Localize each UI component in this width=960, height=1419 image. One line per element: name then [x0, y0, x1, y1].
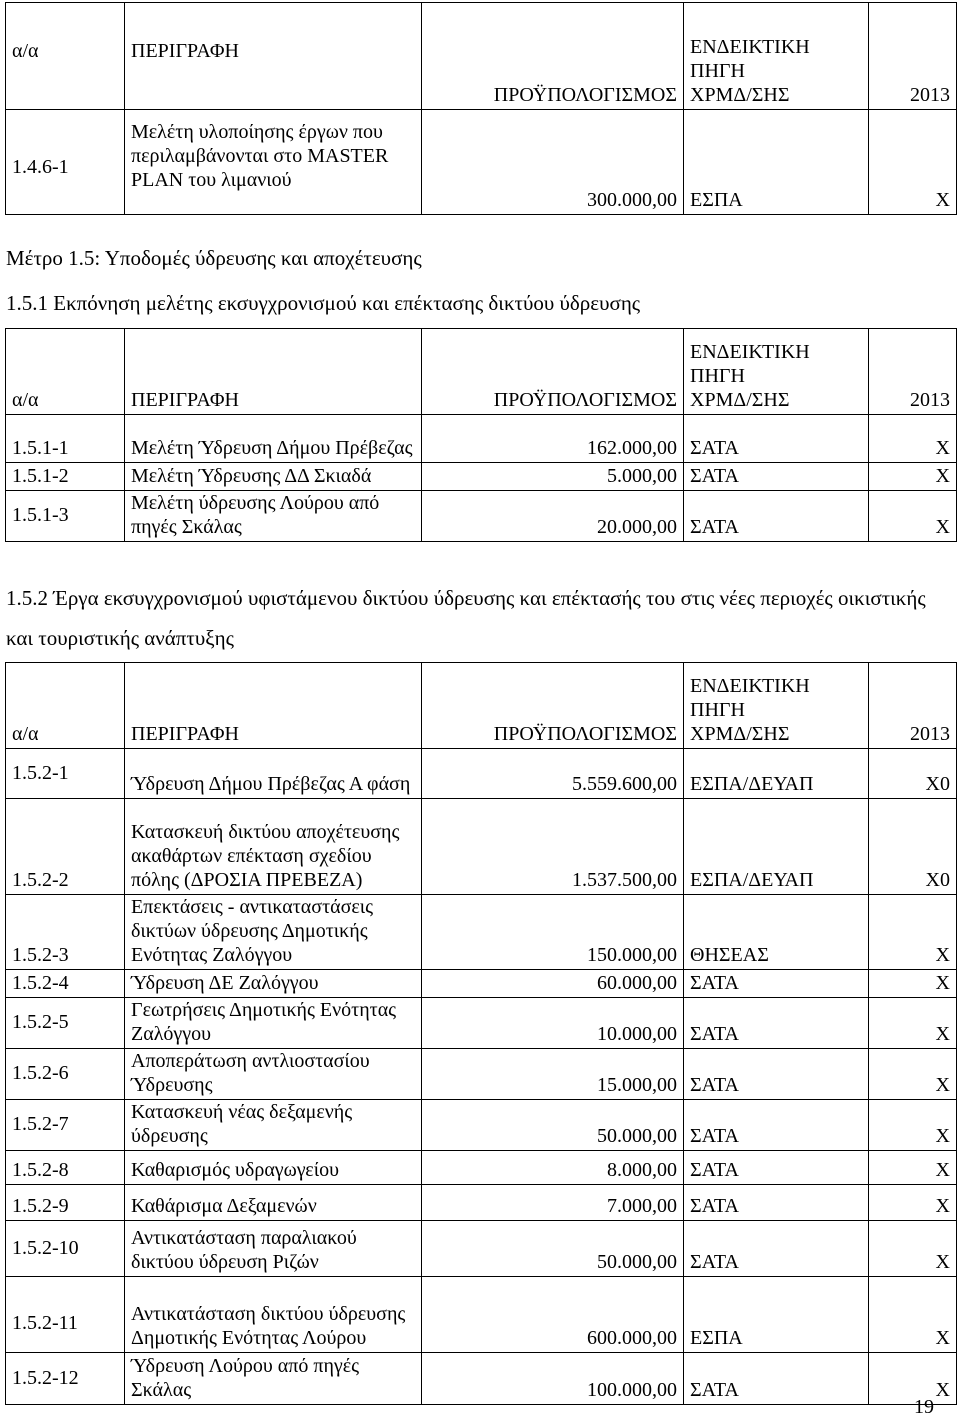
- row-budget: 5.000,00: [422, 463, 684, 491]
- table-row: [6, 1221, 957, 1277]
- row-budget: 8.000,00: [422, 1151, 684, 1185]
- row-source: ΣΑΤΑ: [684, 491, 869, 542]
- row-mark: X: [869, 970, 957, 998]
- section-1-5-2-heading: 1.5.2 Έργα εκσυγχρονισμού υφιστάμενου δικτύου ύδρευσης και επέκτασής του στις νέες περιοχές οικιστικής και τουριστικής ανάπτυξης: [6, 586, 926, 650]
- header-description: ΠΕΡΙΓΡΑΦΗ: [125, 329, 422, 415]
- row-source: ΘΗΣΕΑΣ: [684, 895, 869, 970]
- row-description: Αντικατάσταση παραλιακού δικτύου ύδρευση Ριζών: [125, 1221, 422, 1277]
- header-budget: ΠΡΟΫΠΟΛΟΓΙΣΜΟΣ: [422, 329, 684, 415]
- row-id: 1.5.2-9: [6, 1185, 125, 1221]
- row-mark: X: [869, 1353, 957, 1405]
- row-id: 1.5.2-7: [6, 1100, 125, 1151]
- row-source: ΕΣΠΑ: [684, 1277, 869, 1353]
- row-source: ΣΑΤΑ: [684, 1185, 869, 1221]
- table-row: [6, 1100, 957, 1151]
- table-header-row: [6, 3, 957, 110]
- row-budget: 50.000,00: [422, 1100, 684, 1151]
- header-source-line1: ΕΝΔΕΙΚΤΙΚΗ: [690, 675, 810, 697]
- row-budget: 150.000,00: [422, 895, 684, 970]
- header-aa: α/α: [6, 663, 125, 749]
- row-budget: 10.000,00: [422, 998, 684, 1049]
- row-mark: X: [869, 463, 957, 491]
- header-description: ΠΕΡΙΓΡΑΦΗ: [125, 663, 422, 749]
- row-description: Μελέτη υλοποίησης έργων που περιλαμβάνονται στο MASTER PLAN του λιμανιού: [125, 110, 422, 215]
- header-source-line3: ΧΡΜΔ/ΣΗΣ: [690, 723, 790, 745]
- row-description: Αντικατάσταση δικτύου ύδρευσης Δημοτικής Ενότητας Λούρου: [125, 1277, 422, 1353]
- header-source: [684, 3, 869, 110]
- row-budget: 100.000,00: [422, 1353, 684, 1405]
- row-id: 1.5.2-3: [6, 895, 125, 970]
- row-mark: X: [869, 1049, 957, 1100]
- row-source: ΕΣΠΑ/ΔΕΥΑΠ: [684, 749, 869, 799]
- row-source: ΣΑΤΑ: [684, 1221, 869, 1277]
- table-row: [6, 799, 957, 895]
- header-year: 2013: [869, 663, 957, 749]
- header-budget: ΠΡΟΫΠΟΛΟΓΙΣΜΟΣ: [422, 3, 684, 110]
- row-description: Ύδρευση Δήμου Πρέβεζας Α φάση: [125, 749, 422, 799]
- section-1-5-1-heading: 1.5.1 Εκπόνηση μελέτης εκσυγχρονισμού και επέκτασης δικτύου ύδρευσης: [6, 291, 641, 315]
- row-mark: X: [869, 491, 957, 542]
- table-row: [6, 415, 957, 463]
- row-mark: X: [869, 1100, 957, 1151]
- row-mark: X0: [869, 749, 957, 799]
- row-budget: 162.000,00: [422, 415, 684, 463]
- row-mark: X: [869, 1277, 957, 1353]
- row-budget: 50.000,00: [422, 1221, 684, 1277]
- row-mark: X: [869, 1151, 957, 1185]
- header-aa: α/α: [6, 3, 125, 110]
- row-source: ΣΑΤΑ: [684, 463, 869, 491]
- row-description: Κατασκευή νέας δεξαμενής ύδρευσης: [125, 1100, 422, 1151]
- row-id: 1.5.2-2: [6, 799, 125, 895]
- row-mark: X: [869, 1185, 957, 1221]
- row-budget: 300.000,00: [422, 110, 684, 215]
- row-source: ΣΑΤΑ: [684, 1353, 869, 1405]
- row-source: ΣΑΤΑ: [684, 415, 869, 463]
- row-description: Μελέτη Ύδρευσης ΔΔ Σκιαδά: [125, 463, 422, 491]
- header-year: 2013: [869, 3, 957, 110]
- row-id: 1.5.1-2: [6, 463, 125, 491]
- row-description: Επεκτάσεις - αντικαταστάσεις δικτύων ύδρευσης Δημοτικής Ενότητας Ζαλόγγου: [125, 895, 422, 970]
- row-source: ΣΑΤΑ: [684, 1049, 869, 1100]
- table-1-5-2: [5, 662, 957, 1405]
- header-source: [684, 663, 869, 749]
- row-mark: X: [869, 895, 957, 970]
- page-number: 19: [914, 1396, 934, 1418]
- table-row: [6, 749, 957, 799]
- row-budget: 1.537.500,00: [422, 799, 684, 895]
- header-aa: α/α: [6, 329, 125, 415]
- header-description: ΠΕΡΙΓΡΑΦΗ: [125, 3, 422, 110]
- row-id: 1.5.2-8: [6, 1151, 125, 1185]
- row-source: ΣΑΤΑ: [684, 1100, 869, 1151]
- row-id: 1.4.6-1: [6, 110, 125, 215]
- row-budget: 15.000,00: [422, 1049, 684, 1100]
- row-budget: 600.000,00: [422, 1277, 684, 1353]
- header-source-line1: ΕΝΔΕΙΚΤΙΚΗ: [690, 341, 810, 363]
- table-1-5-1: [5, 328, 957, 542]
- header-source-line3: ΧΡΜΔ/ΣΗΣ: [690, 389, 790, 411]
- table-row: [6, 1185, 957, 1221]
- header-source-line2: ΠΗΓΗ: [690, 365, 745, 387]
- row-mark: X: [869, 998, 957, 1049]
- row-description: Ύδρευση ΔΕ Ζαλόγγου: [125, 970, 422, 998]
- row-mark: X: [869, 1221, 957, 1277]
- row-description: Γεωτρήσεις Δημοτικής Ενότητας Ζαλόγγου: [125, 998, 422, 1049]
- table-row: [6, 895, 957, 970]
- row-source: ΕΣΠΑ: [684, 110, 869, 215]
- table-header-row: [6, 329, 957, 415]
- row-source: ΕΣΠΑ/ΔΕΥΑΠ: [684, 799, 869, 895]
- row-description: Αποπεράτωση αντλιοστασίου Ύδρευσης: [125, 1049, 422, 1100]
- row-description: Μελέτη ύδρευσης Λούρου από πηγές Σκάλας: [125, 491, 422, 542]
- table-row: [6, 998, 957, 1049]
- row-description: Ύδρευση Λούρου από πηγές Σκάλας: [125, 1353, 422, 1405]
- row-description: Κατασκευή δικτύου αποχέτευσης ακαθάρτων επέκταση σχεδίου πόλης (ΔΡΟΣΙΑ ΠΡΕΒΕΖΑ): [125, 799, 422, 895]
- row-id: 1.5.2-6: [6, 1049, 125, 1100]
- row-mark: X: [869, 415, 957, 463]
- header-source: [684, 329, 869, 415]
- table-1-4-6: [5, 2, 957, 215]
- header-budget: ΠΡΟΫΠΟΛΟΓΙΣΜΟΣ: [422, 663, 684, 749]
- row-description: Καθάρισμα Δεξαμενών: [125, 1185, 422, 1221]
- row-source: ΣΑΤΑ: [684, 970, 869, 998]
- table-row: [6, 1049, 957, 1100]
- header-source-line1: ΕΝΔΕΙΚΤΙΚΗ: [690, 36, 810, 58]
- row-description: Καθαρισμός υδραγωγείου: [125, 1151, 422, 1185]
- row-budget: 60.000,00: [422, 970, 684, 998]
- row-mark: X: [869, 110, 957, 215]
- row-budget: 20.000,00: [422, 491, 684, 542]
- row-budget: 5.559.600,00: [422, 749, 684, 799]
- table-row: [6, 110, 957, 215]
- row-id: 1.5.1-1: [6, 415, 125, 463]
- row-id: 1.5.2-5: [6, 998, 125, 1049]
- row-description: Μελέτη Ύδρευση Δήμου Πρέβεζας: [125, 415, 422, 463]
- row-id: 1.5.2-11: [6, 1277, 125, 1353]
- row-source: ΣΑΤΑ: [684, 1151, 869, 1185]
- table-row: [6, 970, 957, 998]
- table-row: [6, 1277, 957, 1353]
- row-id: 1.5.2-1: [6, 749, 125, 799]
- row-source: ΣΑΤΑ: [684, 998, 869, 1049]
- table-row: [6, 1353, 957, 1405]
- row-id: 1.5.2-12: [6, 1353, 125, 1405]
- table-header-row: [6, 663, 957, 749]
- table-row: [6, 491, 957, 542]
- row-id: 1.5.1-3: [6, 491, 125, 542]
- header-source-line2: ΠΗΓΗ: [690, 699, 745, 721]
- measure-heading: Μέτρο 1.5: Υποδομές ύδρευσης και αποχέτευσης: [6, 246, 422, 270]
- row-id: 1.5.2-10: [6, 1221, 125, 1277]
- table-row: [6, 1151, 957, 1185]
- row-mark: X0: [869, 799, 957, 895]
- row-id: 1.5.2-4: [6, 970, 125, 998]
- row-budget: 7.000,00: [422, 1185, 684, 1221]
- table-row: [6, 463, 957, 491]
- header-year: 2013: [869, 329, 957, 415]
- header-source-line3: ΧΡΜΔ/ΣΗΣ: [690, 84, 790, 106]
- header-source-line2: ΠΗΓΗ: [690, 60, 745, 82]
